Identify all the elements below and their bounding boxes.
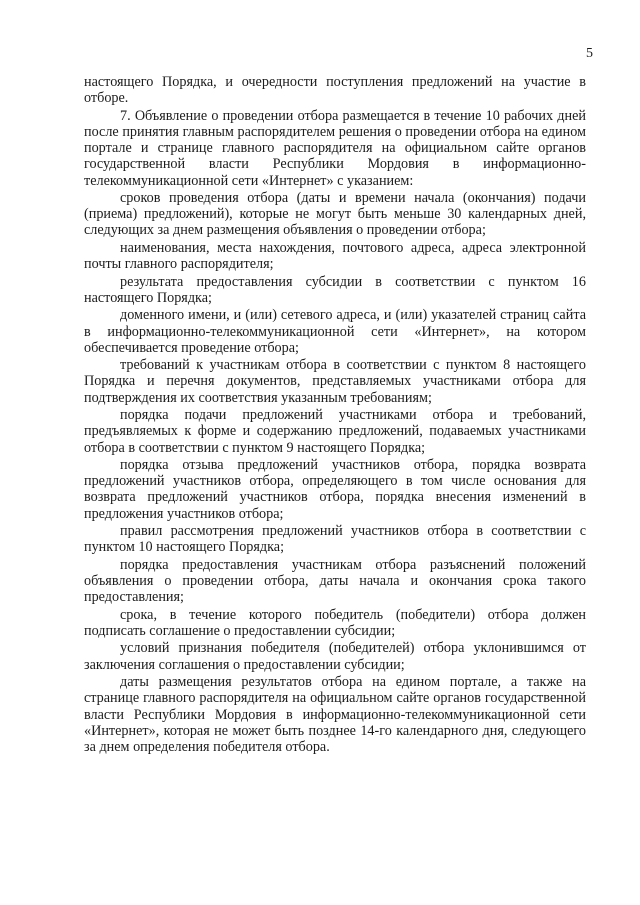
paragraph-deadlines: сроков проведения отбора (даты и времени начала (окончания) подачи (приема) предложений), которые не могут быть меньше 30 календарных дней, следующих за днем размещения объявления о проведении отбора; (84, 190, 586, 239)
paragraph-address: наименования, места нахождения, почтового адреса, адреса электронной почты главного распорядителя; (84, 239, 586, 273)
paragraph-submission: порядка подачи предложений участниками отбора и требований, предъявляемых к форме и содержанию предложений, подаваемых участниками отбора в соответствии с пунктом 9 настоящего Порядка; (84, 407, 586, 456)
paragraph-results-date: даты размещения результатов отбора на едином портале, а также на странице главного распорядителя на официальном сайте органов государственной власти Республики Мордовия в информационно-телекоммуникационной сети «Интернет», которая не может быть позднее 14-го календарного дня, следующего за днем определения победителя отбора. (84, 674, 586, 755)
paragraph-evasion: условий признания победителя (победителей) отбора уклонившимся от заключения соглашения о предоставлении субсидии; (84, 640, 586, 673)
paragraph-domain: доменного имени, и (или) сетевого адреса, и (или) указателей страниц сайта в информационно-телекоммуникационной сети «Интернет», на котором обеспечивается проведение отбора; (84, 307, 586, 356)
paragraph-requirements: требований к участникам отбора в соответствии с пунктом 8 настоящего Порядка и перечня документов, представляемых участниками отбора для подтверждения их соответствия указанным требованиям; (84, 357, 586, 406)
page-number: 5 (586, 46, 593, 61)
paragraph-review-rules: правил рассмотрения предложений участников отбора в соответствии с пунктом 10 настоящего Порядка; (84, 523, 586, 556)
paragraph-item-7: 7. Объявление о проведении отбора размещается в течение 10 рабочих дней после принятия главным распорядителем решения о проведении отбора на едином портале и странице главного распорядителя на официальном сайте органов государственной власти Республики Мордовия в информационно-телекоммуникационной сети «Интернет» с указанием: (84, 107, 586, 189)
paragraph-withdrawal: порядка отзыва предложений участников отбора, порядка возврата предложений участников отбора, определяющего в том числе основания для возврата предложений участников отбора, порядка внесения изменений в предложения участников отбора; (84, 457, 586, 522)
paragraph-result: результата предоставления субсидии в соответствии с пунктом 16 настоящего Порядка; (84, 273, 586, 306)
paragraph-clarifications: порядка предоставления участникам отбора разъяснений положений объявления о проведении отбора, даты начала и окончания срока такого предоставления; (84, 556, 586, 606)
paragraph-continuation: настоящего Порядка, и очередности поступления предложений на участие в отборе. (84, 74, 586, 107)
document-body (84, 74, 586, 756)
paragraph-agreement-term: срока, в течение которого победитель (победители) отбора должен подписать соглашение о предоставлении субсидии; (84, 606, 586, 639)
